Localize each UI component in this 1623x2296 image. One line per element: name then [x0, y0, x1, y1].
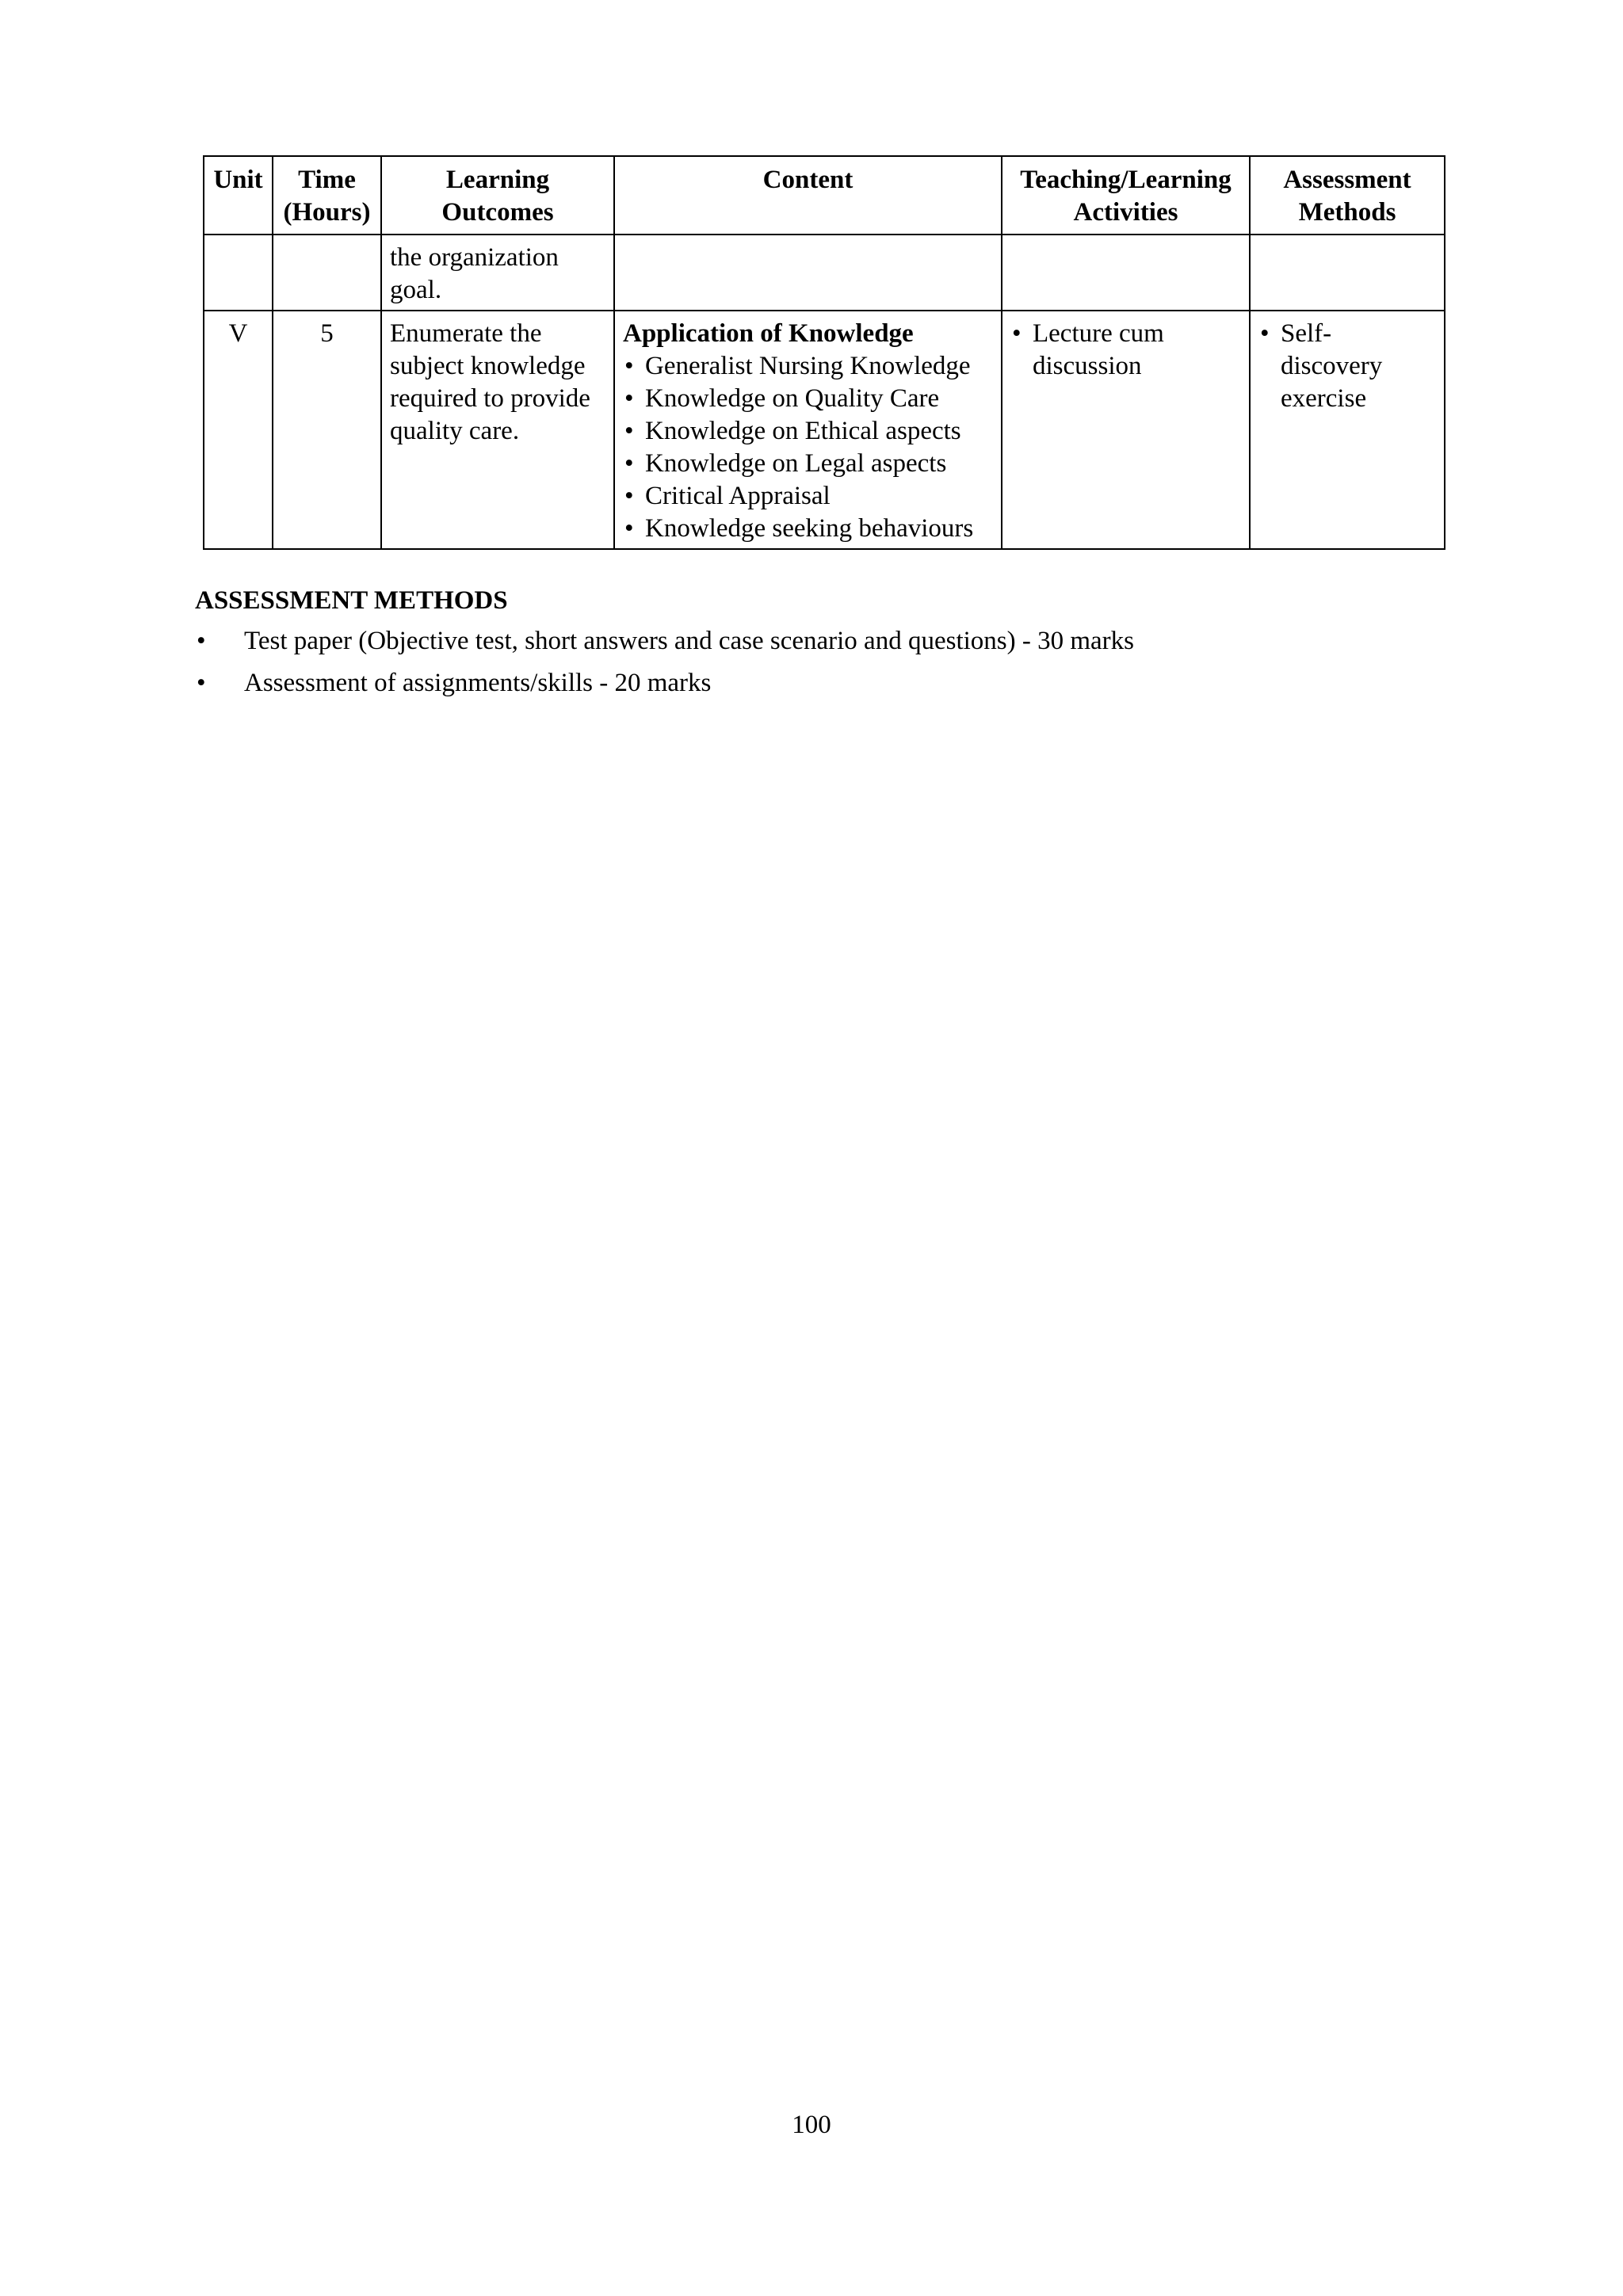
cell-teaching-learning-activities: [1002, 311, 1250, 549]
assessment-methods-section: [195, 585, 1463, 709]
cell-unit: V: [204, 311, 273, 549]
cell-content-empty: [614, 235, 1002, 311]
list-item: • Knowledge on Legal aspects: [623, 448, 993, 480]
list-item: • Self- discovery exercise: [1258, 318, 1436, 415]
content-list: [623, 350, 993, 545]
header-content: Content: [614, 156, 1002, 235]
section-heading: ASSESSMENT METHODS: [195, 586, 508, 615]
cell-time: 5: [273, 311, 381, 549]
cell-learning-outcomes: Enumerate the subject knowledge required to provide quality care.: [381, 311, 614, 549]
cell-content: [614, 311, 1002, 549]
page-number: 100: [792, 2111, 831, 2139]
activities-list: [1010, 318, 1241, 383]
header-learning-outcomes: Learning Outcomes: [381, 156, 614, 235]
table-row-unit-v: [204, 311, 1445, 549]
list-item: • Lecture cum discussion: [1010, 318, 1241, 383]
table-header-row: [204, 156, 1445, 235]
list-item: • Knowledge seeking behaviours: [623, 513, 993, 545]
cell-assessment-methods: [1250, 311, 1445, 549]
list-item: • Generalist Nursing Knowledge: [623, 350, 993, 383]
header-assessment-methods: Assessment Methods: [1250, 156, 1445, 235]
list-item: • Assessment of assignments/skills - 20 marks: [195, 667, 1463, 700]
cell-assessment-empty: [1250, 235, 1445, 311]
table-row-continuation: [204, 235, 1445, 311]
content-title: Application of Knowledge: [623, 319, 914, 348]
assessment-methods-list: [1258, 318, 1436, 415]
header-unit: Unit: [204, 156, 273, 235]
list-item: • Knowledge on Ethical aspects: [623, 415, 993, 448]
cell-activities-empty: [1002, 235, 1250, 311]
list-item: • Test paper (Objective test, short answers and case scenario and questions) - 30 marks: [195, 625, 1463, 658]
list-item: • Knowledge on Quality Care: [623, 383, 993, 415]
header-time: Time (Hours): [273, 156, 381, 235]
cell-outcomes-continuation: the organization goal.: [381, 235, 614, 311]
cell-unit-empty: [204, 235, 273, 311]
syllabus-table: [203, 155, 1445, 550]
assessment-list: [195, 625, 1463, 700]
header-teaching-learning-activities: Teaching/Learning Activities: [1002, 156, 1250, 235]
list-item: • Critical Appraisal: [623, 480, 993, 513]
cell-time-empty: [273, 235, 381, 311]
